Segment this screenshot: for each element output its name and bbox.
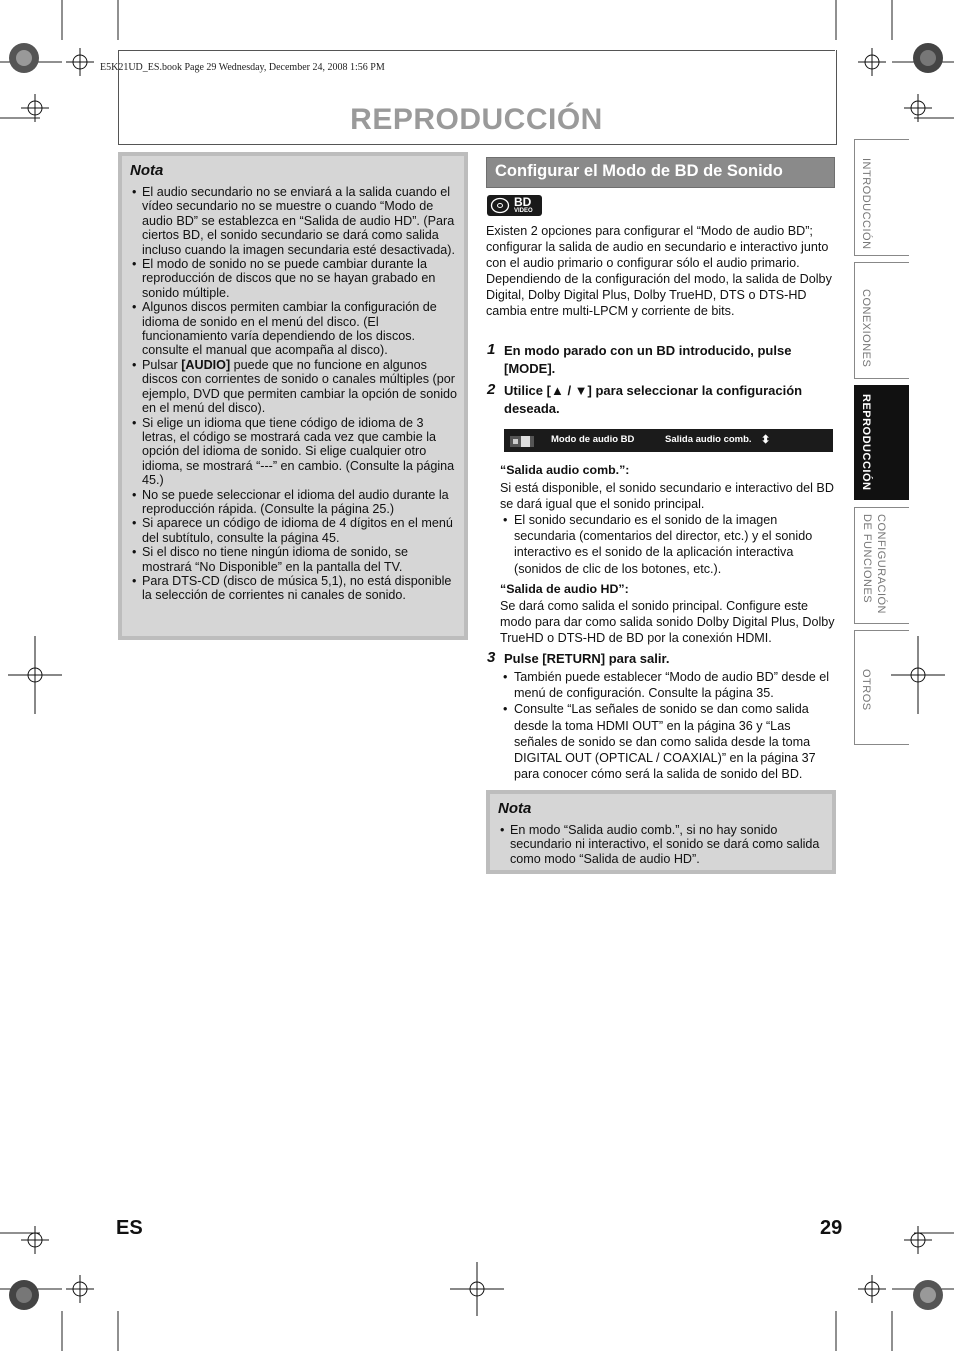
note-item-audio (126, 358, 458, 416)
note-box-left-inner (122, 156, 464, 636)
note-item: • Si elige un idioma que tiene código de idioma de 3 letras, el código se mostrará cada vez que cambie la opción del idioma de sonido. Si elige cualquier otro idioma, se mostrará “---” en cambio. (Consulte la página 45.) (126, 416, 458, 488)
note-list (494, 823, 826, 866)
bd-badge-label: BD (514, 195, 532, 209)
tab-otros[interactable] (854, 630, 909, 745)
option-2-heading: “Salida de audio HD”: (500, 582, 629, 596)
note-box-left (118, 152, 468, 640)
step-3-bullet: • Consulte “Las señales de sonido se dan como salida desde la toma HDMI OUT” en la página 36 y “Las señales de sonido se dan como salida desde la toma DIGITAL OUT (OPTICAL / COAXIAL)” en la página 37 para conocer cómo será la salida de sonido del BD. (500, 701, 836, 782)
step-number-3: 3 (487, 649, 496, 666)
step-2-post: ] para seleccionar la configuración deseada. (504, 383, 803, 416)
osd-value: Salida audio comb. (665, 434, 752, 445)
note-title: Nota (130, 162, 164, 179)
step-2-text (504, 382, 804, 418)
osd-label: Modo de audio BD (551, 434, 635, 445)
note-item: • Si el disco no tiene ningún idioma de sonido, se mostrará “No Disponible” en la pantalla del TV. (126, 545, 458, 574)
step-number-1: 1 (487, 341, 496, 358)
page-title: REPRODUCCIÓN (350, 103, 603, 136)
note-box-right (486, 790, 836, 874)
note-item: • En modo “Salida audio comb.”, si no hay sonido secundario ni interactivo, el sonido se dará como salida como modo “Salida de audio HD”. (494, 823, 826, 866)
note-item: • El modo de sonido no se puede cambiar durante la reproducción de discos que no se hayan grabado en sonido múltiple. (126, 257, 458, 300)
option-1-text: Si está disponible, el sonido secundario e interactivo del BD se dará igual que el sonido principal. (500, 481, 834, 511)
osd-setting-bar (504, 429, 833, 452)
note-item-audio-post: puede que no funcione en algunos discos con corrientes de sonido o canales múltiples (por ejemplo, DVD que permiten cambiar la opción de sonido en el menú del disco). (142, 357, 458, 416)
step-2-pre: Utilice [ (504, 383, 551, 398)
tab-reproduccion[interactable] (854, 385, 909, 500)
note-item: • Si aparece un código de idioma de 4 dígitos en el menú del subtítulo, consulte la página 45. (126, 516, 458, 545)
note-list (126, 185, 458, 603)
note-item: • Algunos discos permiten cambiar la configuración de idioma de sonido en el menú del disco. (El funcionamiento varía dependiendo de los discos. consulte el manual que acompaña al disco). (126, 300, 458, 358)
up-down-selector-icon: ⬍ (761, 434, 771, 446)
step-3-bullet: • También puede establecer “Modo de audio BD” desde el menú de configuración. Consulte la página 35. (500, 669, 836, 701)
option-1-bullets (500, 512, 836, 577)
note-item: • No se puede seleccionar el idioma del audio durante la reproducción rápida. (Consulte la página 25.) (126, 488, 458, 517)
bd-badge-sub: VIDEO (514, 208, 533, 214)
audio-key-label: [AUDIO] (181, 357, 231, 372)
tab-label: INTRODUCCIÓN (860, 158, 872, 250)
tab-label: CONEXIONES (860, 289, 872, 368)
note-item-audio-pre: Pulsar (142, 357, 182, 372)
tab-introduccion[interactable] (854, 139, 909, 256)
step-3-bullets (500, 669, 836, 782)
option-1-bullet: • El sonido secundario es el sonido de la imagen secundaria (comentarios del director, etc.) y el sonido interactivo es el sonido de la aplicación interactiva (sonidos de clic de los botones, etc.). (500, 512, 836, 577)
footer-page-number: 29 (820, 1217, 843, 1239)
note-title: Nota (498, 800, 532, 817)
option-2-text: Se dará como salida el sonido principal. Configure este modo para dar como salida sonido Dolby Digital Plus, Dolby TrueHD o DTS-HD de BD por la conexión HDMI. (500, 599, 835, 645)
speaker-icon (510, 434, 536, 448)
option-1-heading: “Salida audio comb.”: (500, 463, 630, 477)
note-box-right-inner (490, 794, 832, 870)
step-number-2: 2 (487, 381, 496, 398)
disc-icon (490, 197, 510, 214)
intro-paragraph: Existen 2 opciones para configurar el “Modo de audio BD”; configurar la salida de audio en secundario e interactivo junto con el audio primario o configurar sólo el audio primario. Dependiendo de la configuración del modo, la salida de Dolby Digital, Dolby Digital Plus, Dolby TrueHD, DTS o DTS-HD cambia entre multi-LPCM y corriente de bits. (486, 224, 832, 318)
note-item: • El audio secundario no se enviará a la salida cuando el vídeo secundario no se muestre o cuando “Modo de audio BD” se establezca en “Salida de audio HD”. (Para ciertos BD, el sonido secundario se dará como salida incluso cuando la imagen secundaria esté desactivada). (126, 185, 458, 257)
bd-video-badge (487, 195, 542, 216)
section-heading: Configurar el Modo de BD de Sonido (495, 162, 783, 180)
section-heading-bar (486, 157, 835, 188)
tab-conexiones[interactable] (854, 262, 909, 379)
tab-configuracion-de-funciones[interactable] (854, 507, 909, 624)
tab-label: REPRODUCCIÓN (860, 394, 872, 491)
step-3-text: Pulse [RETURN] para salir. (504, 651, 670, 666)
footer-language: ES (116, 1217, 143, 1239)
tab-label: OTROS (860, 669, 872, 711)
note-item: • Para DTS-CD (disco de música 5,1), no está disponible la selección de corrientes ni canales de sonido. (126, 574, 458, 603)
step-1-text: En modo parado con un BD introducido, pulse [MODE]. (504, 343, 792, 376)
up-down-arrow-icons: ▲ / ▼ (550, 383, 588, 398)
book-slug: E5K21UD_ES.book Page 29 Wednesday, December 24, 2008 1:56 PM (100, 62, 385, 73)
tab-label: CONFIGURACIÓN DE FUNCIONES (861, 514, 887, 614)
